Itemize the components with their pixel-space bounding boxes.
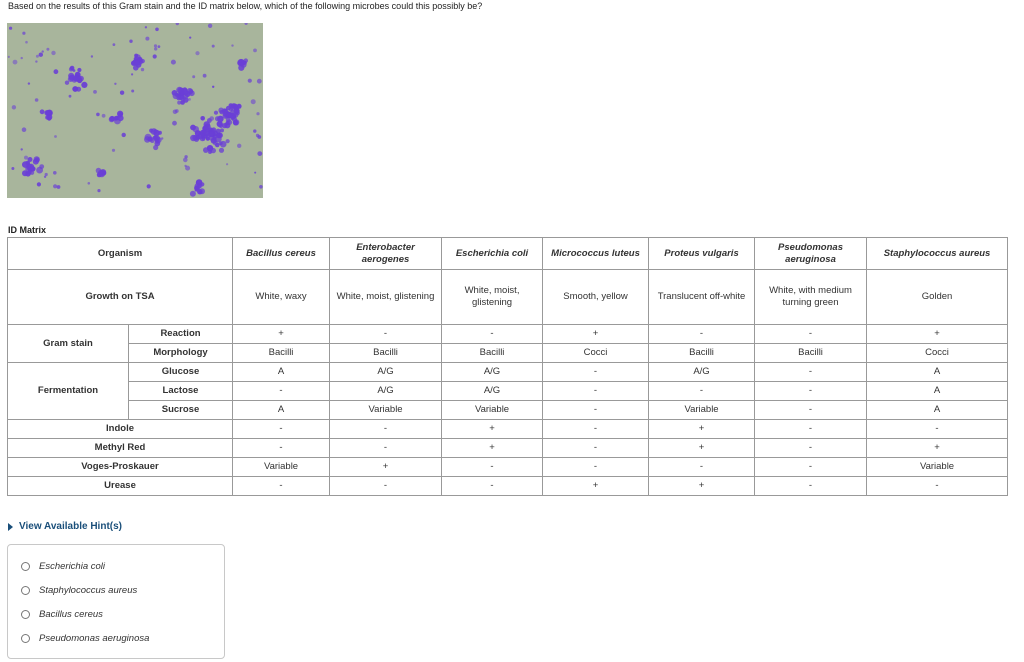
cell: + xyxy=(543,325,649,344)
label-methyl-red: Methyl Red xyxy=(8,439,233,458)
cell: A/G xyxy=(330,382,442,401)
cell: - xyxy=(442,458,543,477)
cell: - xyxy=(867,420,1008,439)
cell: Bacilli xyxy=(233,344,330,363)
cell: - xyxy=(649,325,755,344)
cell: - xyxy=(755,477,867,496)
answer-label: Pseudomonas aeruginosa xyxy=(39,633,150,644)
cell: Variable xyxy=(442,401,543,420)
triangle-right-icon xyxy=(8,523,13,531)
label-urease: Urease xyxy=(8,477,233,496)
cell: Bacilli xyxy=(330,344,442,363)
cell: + xyxy=(649,477,755,496)
cell: Variable xyxy=(233,458,330,477)
answer-option[interactable] xyxy=(21,609,103,620)
answer-label: Bacillus cereus xyxy=(39,609,103,620)
cell: + xyxy=(442,439,543,458)
cell: A/G xyxy=(442,363,543,382)
cell: Bacilli xyxy=(649,344,755,363)
cell: - xyxy=(233,477,330,496)
answer-option[interactable] xyxy=(21,585,137,596)
gram-stain-micrograph xyxy=(7,23,263,198)
answer-label: Staphylococcus aureus xyxy=(39,585,138,596)
header-org: Proteus vulgaris xyxy=(649,238,755,270)
label-tsa: Growth on TSA xyxy=(8,270,233,325)
cell: - xyxy=(543,382,649,401)
cell: - xyxy=(442,325,543,344)
row-indole xyxy=(8,420,1008,439)
cell: + xyxy=(867,325,1008,344)
radio-icon[interactable] xyxy=(21,562,30,571)
label-gram-stain: Gram stain xyxy=(8,325,129,363)
cell: - xyxy=(755,325,867,344)
cell: A xyxy=(867,382,1008,401)
row-sucrose xyxy=(8,401,1008,420)
answer-choices xyxy=(7,544,225,659)
view-hints-toggle[interactable] xyxy=(8,521,122,532)
cell: A/G xyxy=(442,382,543,401)
header-org: Escherichia coli xyxy=(442,238,543,270)
cell: - xyxy=(543,401,649,420)
cell: A/G xyxy=(330,363,442,382)
cell: - xyxy=(755,363,867,382)
cell: - xyxy=(330,420,442,439)
cell: - xyxy=(330,439,442,458)
label-voges-proskauer: Voges-Proskauer xyxy=(8,458,233,477)
cell: White, moist, glistening xyxy=(330,270,442,325)
cell: - xyxy=(233,420,330,439)
cell: - xyxy=(233,382,330,401)
cell: + xyxy=(233,325,330,344)
answer-option[interactable] xyxy=(21,561,105,572)
cell: A xyxy=(233,401,330,420)
cell: - xyxy=(867,477,1008,496)
cell: Cocci xyxy=(543,344,649,363)
cell: - xyxy=(755,401,867,420)
row-lactose xyxy=(8,382,1008,401)
cell: - xyxy=(649,382,755,401)
cell: - xyxy=(755,382,867,401)
label-sucrose: Sucrose xyxy=(129,401,233,420)
answer-label: Escherichia coli xyxy=(39,561,105,572)
header-organism: Organism xyxy=(8,238,233,270)
cell: A/G xyxy=(649,363,755,382)
header-org: Pseudomonas aeruginosa xyxy=(755,238,867,270)
cell: - xyxy=(543,363,649,382)
cell: Golden xyxy=(867,270,1008,325)
label-lactose: Lactose xyxy=(129,382,233,401)
row-voges-proskauer xyxy=(8,458,1008,477)
cell: White, with medium turning green xyxy=(755,270,867,325)
cell: - xyxy=(649,458,755,477)
header-org: Bacillus cereus xyxy=(233,238,330,270)
cell: Translucent off-white xyxy=(649,270,755,325)
cell: - xyxy=(543,420,649,439)
header-org: Staphylococcus aureus xyxy=(867,238,1008,270)
cell: Cocci xyxy=(867,344,1008,363)
radio-icon[interactable] xyxy=(21,610,30,619)
row-urease xyxy=(8,477,1008,496)
matrix-title: ID Matrix xyxy=(8,225,47,235)
cell: Bacilli xyxy=(442,344,543,363)
cell: + xyxy=(649,420,755,439)
cell: Bacilli xyxy=(755,344,867,363)
cell: A xyxy=(867,363,1008,382)
cell: - xyxy=(755,439,867,458)
header-org: Enterobacter aerogenes xyxy=(330,238,442,270)
question-text: Based on the results of this Gram stain and the ID matrix below, which of the following microbes could this possibly be? xyxy=(8,1,483,11)
row-reaction xyxy=(8,325,1008,344)
row-glucose xyxy=(8,363,1008,382)
cell: Smooth, yellow xyxy=(543,270,649,325)
cell: + xyxy=(543,477,649,496)
label-indole: Indole xyxy=(8,420,233,439)
answer-option[interactable] xyxy=(21,633,149,644)
cell: - xyxy=(543,439,649,458)
cell: + xyxy=(649,439,755,458)
cell: Variable xyxy=(330,401,442,420)
cell: - xyxy=(543,458,649,477)
cell: White, moist, glistening xyxy=(442,270,543,325)
radio-icon[interactable] xyxy=(21,586,30,595)
radio-icon[interactable] xyxy=(21,634,30,643)
cell: - xyxy=(442,477,543,496)
view-hints-label: View Available Hint(s) xyxy=(19,521,122,532)
row-morphology xyxy=(8,344,1008,363)
row-tsa xyxy=(8,270,1008,325)
cell: - xyxy=(755,420,867,439)
header-row xyxy=(8,238,1008,270)
cell: - xyxy=(330,477,442,496)
id-matrix-table xyxy=(7,237,1008,496)
cell: Variable xyxy=(649,401,755,420)
cell: + xyxy=(442,420,543,439)
row-methyl-red xyxy=(8,439,1008,458)
cell: + xyxy=(330,458,442,477)
header-org: Micrococcus luteus xyxy=(543,238,649,270)
cell: - xyxy=(330,325,442,344)
label-morphology: Morphology xyxy=(129,344,233,363)
cell: A xyxy=(867,401,1008,420)
cell: - xyxy=(755,458,867,477)
label-fermentation: Fermentation xyxy=(8,363,129,420)
cell: A xyxy=(233,363,330,382)
cell: Variable xyxy=(867,458,1008,477)
cell: + xyxy=(867,439,1008,458)
cell: White, waxy xyxy=(233,270,330,325)
cell: - xyxy=(233,439,330,458)
label-reaction: Reaction xyxy=(129,325,233,344)
label-glucose: Glucose xyxy=(129,363,233,382)
